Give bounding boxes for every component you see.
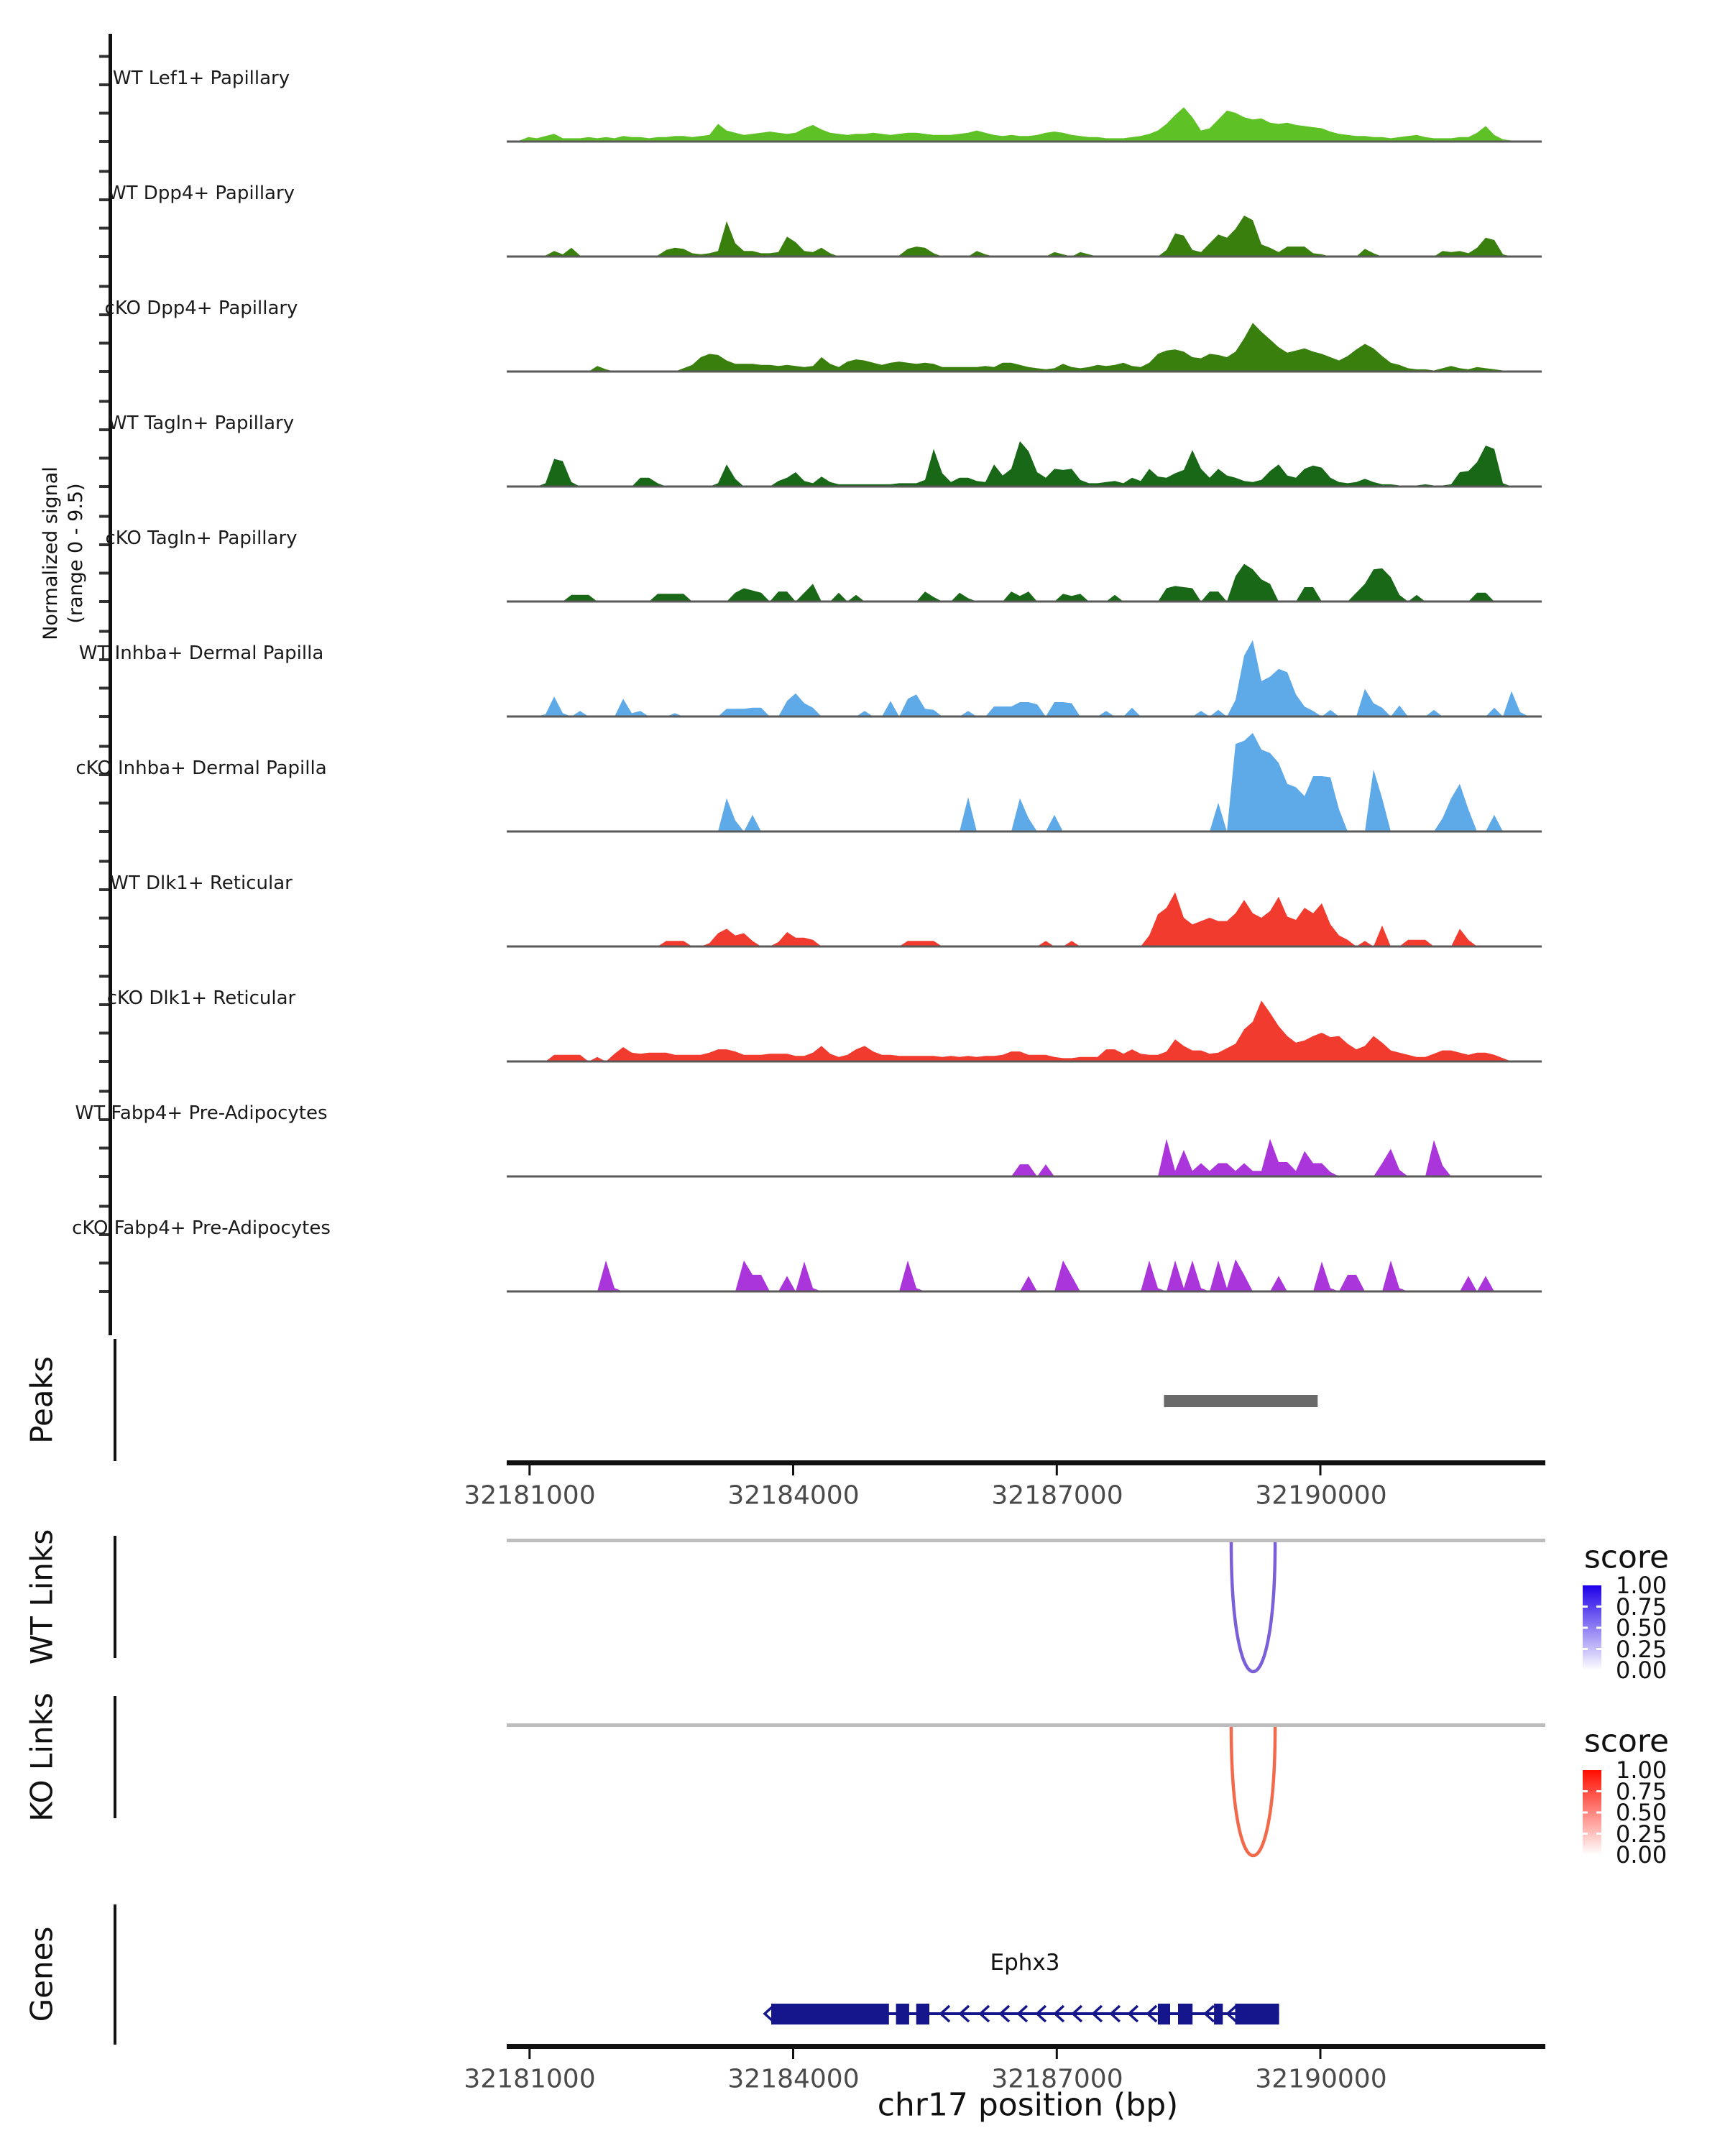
genes-panel-label: Genes bbox=[24, 1926, 60, 2022]
signal-y-axis-tick bbox=[99, 1032, 109, 1035]
links-panel-topline bbox=[507, 1723, 1545, 1727]
y-axis-label-line1: Normalized signal bbox=[40, 466, 62, 640]
signal-y-axis-tick bbox=[99, 55, 109, 58]
track-label-cko-tagln: cKO Tagln+ Papillary bbox=[105, 528, 298, 549]
score-legend-tick bbox=[1596, 1833, 1601, 1835]
track-label-wt-dlk1: WT Dlk1+ Reticular bbox=[110, 872, 293, 894]
wt-legend-0.75: 0.75 bbox=[1616, 1593, 1668, 1621]
coverage-area bbox=[507, 107, 1542, 142]
link-arc bbox=[1231, 1542, 1275, 1672]
track-label-wt-dpp4: WT Dpp4+ Papillary bbox=[107, 183, 295, 204]
panel-bracket-line bbox=[114, 1696, 116, 1818]
coverage-area bbox=[507, 323, 1542, 372]
signal-y-axis-tick bbox=[99, 687, 109, 690]
genomic-axis-tick bbox=[528, 1465, 530, 1475]
ko-legend-0.00: 0.00 bbox=[1616, 1841, 1668, 1869]
coverage-area bbox=[507, 1139, 1542, 1176]
link-arc bbox=[1231, 1727, 1275, 1856]
score-legend-tick bbox=[1596, 1790, 1601, 1792]
coverage-area bbox=[507, 893, 1542, 947]
genomic-axis-tick bbox=[528, 2049, 530, 2059]
gene-exon-box bbox=[771, 2004, 889, 2024]
track-label-cko-inhba: cKO Inhba+ Dermal Papilla bbox=[75, 757, 327, 779]
signal-y-axis-tick bbox=[99, 600, 109, 603]
gene-exon-box bbox=[896, 2004, 909, 2024]
gene-exon-box bbox=[916, 2004, 929, 2024]
score-legend-tick bbox=[1596, 1812, 1601, 1814]
signal-y-axis-tick bbox=[99, 715, 109, 718]
signal-y-axis-tick bbox=[99, 572, 109, 575]
signal-y-axis-tick bbox=[99, 457, 109, 460]
panel-bracket-line bbox=[114, 1339, 116, 1461]
signal-y-axis-tick bbox=[99, 1262, 109, 1265]
panel-bracket-line bbox=[114, 1536, 116, 1658]
gene-exon-box bbox=[1158, 2004, 1170, 2024]
score-legend-tick bbox=[1596, 1627, 1601, 1629]
wt-legend-0.50: 0.50 bbox=[1616, 1614, 1668, 1641]
signal-y-axis-tick bbox=[99, 515, 109, 518]
wt-legend-0.25: 0.25 bbox=[1616, 1636, 1668, 1663]
coverage-area bbox=[507, 640, 1546, 717]
signal-y-axis-tick bbox=[99, 370, 109, 373]
axis2-tick-32181000: 32181000 bbox=[464, 2064, 596, 2094]
gene-exon-box bbox=[1214, 2004, 1223, 2024]
signal-y-axis-tick bbox=[99, 945, 109, 948]
track-label-wt-fabp4: WT Fabp4+ Pre-Adipocytes bbox=[75, 1102, 328, 1124]
track-label-wt-inhba: WT Inhba+ Dermal Papilla bbox=[78, 642, 324, 664]
genomic-axis-tick bbox=[792, 2049, 794, 2059]
axis1-tick-32181000: 32181000 bbox=[464, 1480, 596, 1511]
signal-y-axis-tick bbox=[99, 1290, 109, 1293]
wt-links-panel-label: WT Links bbox=[24, 1529, 60, 1665]
signal-y-axis-tick bbox=[99, 428, 109, 431]
y-axis-label-line2: (range 0 - 9.5) bbox=[65, 483, 87, 624]
signal-y-axis-spine bbox=[109, 34, 112, 1335]
score-legend-tick bbox=[1583, 1606, 1588, 1608]
ko-legend-0.50: 0.50 bbox=[1616, 1799, 1668, 1826]
track-label-cko-dpp4: cKO Dpp4+ Papillary bbox=[104, 298, 298, 319]
genomic-axis-tick bbox=[1056, 2049, 1058, 2059]
score-legend-tick bbox=[1596, 1648, 1601, 1650]
signal-y-axis-tick bbox=[99, 170, 109, 173]
signal-y-axis-tick bbox=[99, 83, 109, 86]
track-label-cko-fabp4: cKO Fabp4+ Pre-Adipocytes bbox=[72, 1217, 331, 1239]
gene-exon-box bbox=[1178, 2004, 1192, 2024]
signal-y-axis-tick bbox=[99, 830, 109, 833]
track-label-cko-dlk1: cKO Dlk1+ Reticular bbox=[106, 987, 296, 1009]
peaks-panel-label: Peaks bbox=[24, 1356, 60, 1444]
axis2-tick-32190000: 32190000 bbox=[1255, 2064, 1387, 2094]
signal-y-axis-tick bbox=[99, 227, 109, 230]
score-legend-tick bbox=[1596, 1606, 1601, 1608]
ko-links-panel-label: KO Links bbox=[24, 1692, 60, 1822]
coverage-area bbox=[507, 1259, 1542, 1291]
score-legend-tick bbox=[1583, 1648, 1588, 1650]
signal-y-axis-tick bbox=[99, 917, 109, 920]
genomic-axis-line bbox=[507, 1460, 1545, 1465]
ko-legend-1.00: 1.00 bbox=[1616, 1756, 1668, 1784]
ko-legend-0.75: 0.75 bbox=[1616, 1778, 1668, 1805]
axis1-tick-32184000: 32184000 bbox=[727, 1480, 860, 1511]
score-legend-tick bbox=[1583, 1627, 1588, 1629]
coverage-area bbox=[507, 1000, 1542, 1061]
signal-y-axis-tick bbox=[99, 1147, 109, 1150]
signal-y-axis-tick bbox=[99, 485, 109, 488]
ko-score-legend-title: score bbox=[1583, 1723, 1670, 1760]
links-panel-topline bbox=[507, 1539, 1545, 1542]
genomic-axis-tick bbox=[1320, 2049, 1322, 2059]
track-label-wt-tagln: WT Tagln+ Papillary bbox=[108, 413, 295, 434]
wt-legend-0.00: 0.00 bbox=[1616, 1657, 1668, 1684]
coverage-area bbox=[507, 216, 1546, 257]
signal-y-axis-tick bbox=[99, 802, 109, 805]
genomic-axis-line bbox=[507, 2044, 1545, 2049]
panel-bracket-line bbox=[114, 1904, 116, 2045]
signal-y-axis-tick bbox=[99, 255, 109, 258]
x-axis-title: chr17 position (bp) bbox=[877, 2086, 1179, 2124]
track-label-wt-lef1: WT Lef1+ Papillary bbox=[112, 68, 290, 89]
signal-y-axis-tick bbox=[99, 975, 109, 978]
signal-y-axis-tick bbox=[99, 1175, 109, 1178]
axis1-tick-32187000: 32187000 bbox=[991, 1480, 1123, 1511]
signal-y-axis-tick bbox=[99, 1205, 109, 1208]
score-legend-tick bbox=[1583, 1833, 1588, 1835]
gene-name-ephx3: Ephx3 bbox=[990, 1950, 1060, 1976]
signal-y-axis-tick bbox=[99, 342, 109, 345]
signal-y-axis-tick bbox=[99, 1090, 109, 1093]
score-legend-tick bbox=[1583, 1790, 1588, 1792]
signal-y-axis-tick bbox=[99, 860, 109, 863]
y-axis-label bbox=[38, 466, 88, 640]
ko-legend-0.25: 0.25 bbox=[1616, 1820, 1668, 1848]
wt-legend-1.00: 1.00 bbox=[1616, 1572, 1668, 1599]
axis1-tick-32190000: 32190000 bbox=[1255, 1480, 1387, 1511]
signal-y-axis-tick bbox=[99, 745, 109, 748]
coverage-area bbox=[507, 564, 1542, 602]
coverage-area bbox=[507, 441, 1546, 487]
gene-exon-box bbox=[1236, 2004, 1279, 2024]
signal-y-axis-tick bbox=[99, 112, 109, 115]
genomic-axis-tick bbox=[1056, 1465, 1058, 1475]
signal-y-axis-tick bbox=[99, 140, 109, 143]
axis2-tick-32187000: 32187000 bbox=[991, 2064, 1123, 2094]
signal-y-axis-tick bbox=[99, 888, 109, 891]
signal-y-axis-tick bbox=[99, 630, 109, 633]
axis2-tick-32184000: 32184000 bbox=[727, 2064, 860, 2094]
signal-y-axis-tick bbox=[99, 1060, 109, 1063]
coverage-area bbox=[507, 733, 1542, 831]
signal-y-axis-tick bbox=[99, 400, 109, 403]
wt-score-legend-title: score bbox=[1583, 1539, 1670, 1576]
peak-region-bar bbox=[1164, 1395, 1317, 1407]
signal-y-axis-tick bbox=[99, 285, 109, 288]
score-legend-tick bbox=[1583, 1812, 1588, 1814]
genomic-axis-tick bbox=[1320, 1465, 1322, 1475]
genomic-axis-tick bbox=[792, 1465, 794, 1475]
